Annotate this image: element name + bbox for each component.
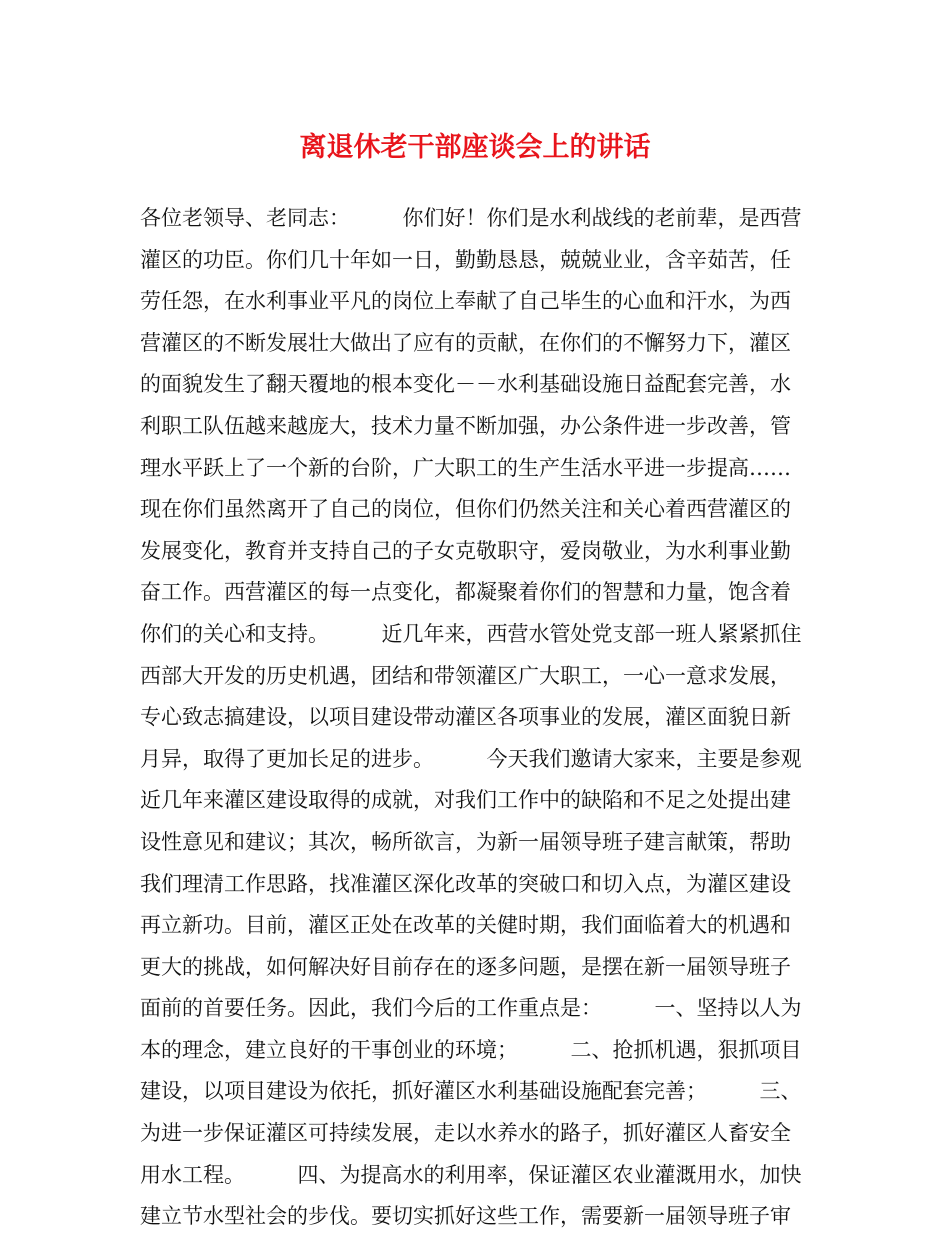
body-line: 用水工程。 四、为提高水的利用率，保证灌区农业灌溉用水，加快 (140, 1162, 802, 1187)
body-line: 近几年来灌区建设取得的成就，对我们工作中的缺陷和不足之处提出建 (140, 788, 791, 813)
body-line: 现在你们虽然离开了自己的岗位，但你们仍然关注和关心着西营灌区的 (140, 497, 791, 522)
body-line: 各位老领导、老同志： 你们好！你们是水利战线的老前辈，是西营 (140, 206, 802, 230)
document-title: 离退休老干部座谈会上的讲话 (299, 132, 651, 163)
body-line: 设性意见和建议；其次，畅所欲言，为新一届领导班子建言献策，帮助 (140, 829, 791, 854)
body-line: 发展变化，教育并支持自己的子女克敬职守，爱岗敬业，为水利事业勤 (140, 538, 791, 563)
body-line: 劳任怨，在水利事业平凡的岗位上奉献了自己毕生的心血和汗水，为西 (140, 289, 791, 314)
body-line: 月异，取得了更加长足的进步。 今天我们邀请大家来，主要是参观 (140, 746, 802, 771)
body-line: 西部大开发的历史机遇，团结和带领灌区广大职工，一心一意求发展， (140, 663, 791, 688)
document-body (140, 198, 820, 1238)
body-line: 为进一步保证灌区可持续发展，走以水养水的路子，抓好灌区人畜安全 (140, 1121, 791, 1146)
body-line: 营灌区的不断发展壮大做出了应有的贡献，在你们的不懈努力下，灌区 (140, 330, 791, 355)
body-line: 的面貌发生了翻天覆地的根本变化－－水利基础设施日益配套完善，水 (140, 372, 791, 397)
body-line: 再立新功。目前，灌区正处在改革的关健时期，我们面临着大的机遇和 (140, 913, 791, 938)
body-line: 利职工队伍越来越庞大，技术力量不断加强，办公条件进一步改善，管 (140, 413, 791, 438)
body-line: 你们的关心和支持。 近几年来，西营水管处党支部一班人紧紧抓住 (140, 621, 802, 646)
body-line: 建立节水型社会的步伐。要切实抓好这些工作，需要新一届领导班子审 (140, 1204, 791, 1229)
body-line: 我们理清工作思路，找准灌区深化改革的突破口和切入点，为灌区建设 (140, 871, 791, 896)
body-line: 面前的首要任务。因此，我们今后的工作重点是： 一、坚持以人为 (140, 996, 802, 1021)
body-line: 建设，以项目建设为依托，抓好灌区水利基础设施配套完善； 三、 (140, 1079, 802, 1104)
body-line: 奋工作。西营灌区的每一点变化，都凝聚着你们的智慧和力量，饱含着 (140, 580, 791, 605)
body-line: 理水平跃上了一个新的台阶，广大职工的生产生活水平进一步提高…… (140, 455, 791, 480)
body-line: 更大的挑战，如何解决好目前存在的逐多问题，是摆在新一届领导班子 (140, 954, 791, 979)
body-line: 专心致志搞建设，以项目建设带动灌区各项事业的发展，灌区面貌日新 (140, 705, 791, 730)
body-line: 灌区的功臣。你们几十年如一日，勤勤恳恳，兢兢业业，含辛茹苦，任 (140, 247, 791, 272)
body-line: 本的理念，建立良好的干事创业的环境； 二、抢抓机遇，狠抓项目 (140, 1037, 802, 1062)
